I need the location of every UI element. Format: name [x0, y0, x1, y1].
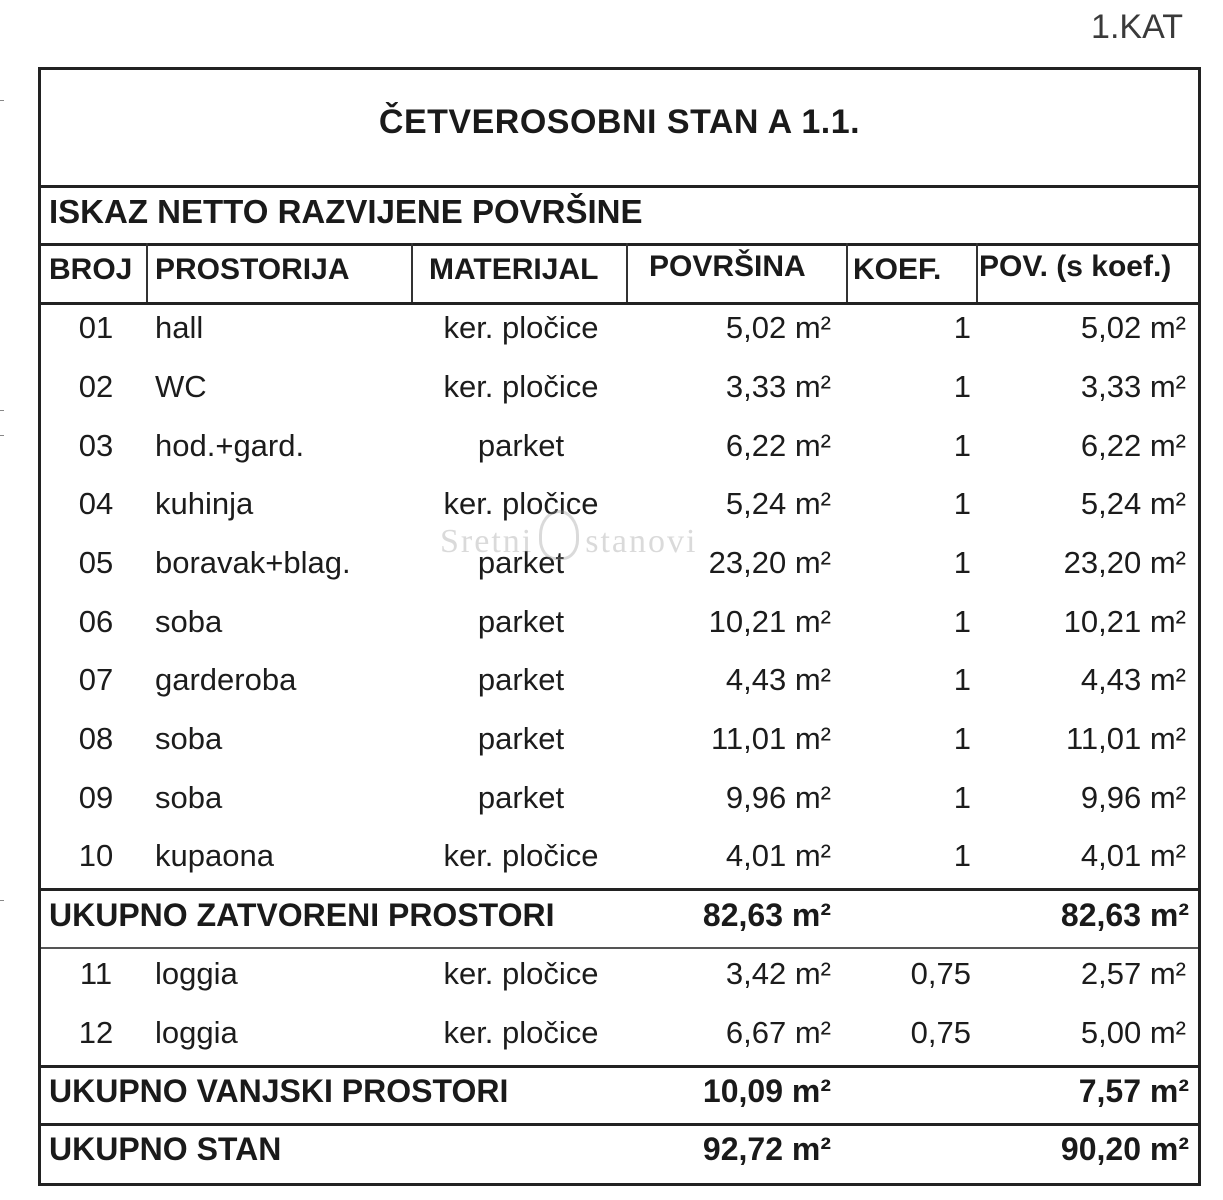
room-name: boravak+blag. [155, 545, 351, 580]
room-number: 08 [78, 721, 114, 756]
room-area: 4,01 m² [725, 838, 831, 873]
area-table [38, 67, 1201, 1186]
column-divider [146, 243, 148, 302]
room-name: loggia [155, 1015, 238, 1050]
room-material: parket [477, 662, 565, 697]
table-subtitle: ISKAZ NETTO RAZVIJENE POVRŠINE [49, 193, 643, 230]
room-name: hod.+gard. [155, 428, 305, 463]
watermark-left-text: Sretni [440, 523, 534, 560]
divider [41, 1065, 1198, 1068]
room-number: 12 [78, 1015, 114, 1050]
table-title: ČETVEROSOBNI STAN A 1.1. [378, 103, 861, 141]
room-number: 05 [78, 545, 114, 580]
column-divider [626, 243, 628, 302]
header-povrsina: POVRŠINA [649, 250, 806, 283]
room-material: ker. pločice [443, 838, 599, 873]
floor-label: 1.KAT [1091, 8, 1183, 46]
subtotal-closed-area: 82,63 m² [702, 897, 831, 933]
margin-tick [0, 900, 4, 901]
room-pov-koef: 23,20 m² [1063, 545, 1186, 580]
room-area: 4,43 m² [725, 662, 831, 697]
room-pov-koef: 4,43 m² [1080, 662, 1186, 697]
divider [41, 888, 1198, 891]
divider [41, 243, 1198, 246]
room-name: WC [155, 369, 207, 404]
room-material: ker. pločice [443, 486, 599, 521]
margin-tick [0, 100, 4, 101]
room-area: 5,02 m² [725, 310, 831, 345]
room-pov-koef: 6,22 m² [1080, 428, 1186, 463]
room-material: ker. pločice [443, 956, 599, 991]
room-area: 10,21 m² [708, 604, 831, 639]
room-material: ker. pločice [443, 310, 599, 345]
divider [41, 185, 1198, 188]
room-pov-koef: 11,01 m² [1065, 721, 1186, 756]
margin-tick [0, 410, 4, 411]
room-area: 6,67 m² [725, 1015, 831, 1050]
room-area: 9,96 m² [725, 780, 831, 815]
room-pov-koef: 9,96 m² [1080, 780, 1186, 815]
room-name: garderoba [155, 662, 297, 697]
room-number: 01 [78, 310, 114, 345]
room-name: hall [155, 310, 204, 345]
header-koef: KOEF. [853, 253, 942, 286]
room-koef: 1 [953, 369, 971, 404]
room-number: 11 [79, 956, 113, 991]
total-pov: 90,20 m² [1060, 1131, 1189, 1167]
room-number: 04 [78, 486, 114, 521]
column-divider [846, 243, 848, 302]
room-material: parket [477, 604, 565, 639]
room-pov-koef: 4,01 m² [1080, 838, 1186, 873]
room-name: soba [155, 721, 223, 756]
room-material: parket [477, 721, 565, 756]
room-pov-koef: 10,21 m² [1063, 604, 1186, 639]
subtotal-closed-pov: 82,63 m² [1060, 897, 1189, 933]
total-area: 92,72 m² [702, 1131, 831, 1167]
room-koef: 1 [953, 721, 971, 756]
total-label: UKUPNO STAN [49, 1131, 282, 1167]
room-name: soba [155, 604, 223, 639]
room-area: 11,01 m² [710, 721, 831, 756]
room-koef: 1 [953, 428, 971, 463]
header-prostorija: PROSTORIJA [155, 253, 350, 286]
room-koef: 0,75 [910, 1015, 971, 1050]
room-koef: 1 [953, 780, 971, 815]
margin-tick [0, 435, 4, 436]
header-broj: BROJ [49, 253, 133, 286]
room-area: 3,42 m² [725, 956, 831, 991]
watermark [440, 510, 697, 561]
room-name: kuhinja [155, 486, 254, 521]
room-koef: 1 [953, 838, 971, 873]
room-koef: 1 [953, 310, 971, 345]
room-number: 07 [78, 662, 114, 697]
room-koef: 1 [953, 545, 971, 580]
watermark-right-text: stanovi [585, 523, 698, 560]
subtotal-outer-label: UKUPNO VANJSKI PROSTORI [49, 1073, 509, 1109]
divider [41, 1123, 1198, 1126]
room-pov-koef: 5,24 m² [1080, 486, 1186, 521]
room-pov-koef: 2,57 m² [1080, 956, 1186, 991]
subtotal-closed-label: UKUPNO ZATVORENI PROSTORI [49, 897, 555, 933]
room-pov-koef: 3,33 m² [1080, 369, 1186, 404]
column-divider [411, 243, 413, 302]
subtotal-outer-area: 10,09 m² [702, 1073, 831, 1109]
room-number: 09 [78, 780, 114, 815]
room-material: parket [477, 780, 565, 815]
room-material: ker. pločice [443, 369, 599, 404]
room-pov-koef: 5,00 m² [1080, 1015, 1186, 1050]
room-koef: 1 [953, 486, 971, 521]
room-name: soba [155, 780, 223, 815]
room-koef: 0,75 [910, 956, 971, 991]
room-material: parket [477, 545, 565, 580]
room-koef: 1 [953, 604, 971, 639]
room-area: 5,24 m² [725, 486, 831, 521]
room-name: kupaona [155, 838, 274, 873]
room-area: 6,22 m² [725, 428, 831, 463]
room-material: parket [477, 428, 565, 463]
room-area: 23,20 m² [708, 545, 831, 580]
subtotal-outer-pov: 7,57 m² [1078, 1073, 1189, 1109]
divider [41, 302, 1198, 305]
room-number: 10 [78, 838, 114, 873]
room-area: 3,33 m² [725, 369, 831, 404]
divider [41, 947, 1198, 949]
room-name: loggia [155, 956, 238, 991]
watermark-logo-icon [539, 510, 579, 560]
header-materijal: MATERIJAL [429, 253, 599, 286]
room-number: 03 [78, 428, 114, 463]
room-number: 06 [78, 604, 114, 639]
room-number: 02 [78, 369, 114, 404]
header-pov-koef: POV. (s koef.) [979, 250, 1172, 283]
column-divider [976, 243, 978, 302]
room-koef: 1 [953, 662, 971, 697]
room-material: ker. pločice [443, 1015, 599, 1050]
room-pov-koef: 5,02 m² [1080, 310, 1186, 345]
